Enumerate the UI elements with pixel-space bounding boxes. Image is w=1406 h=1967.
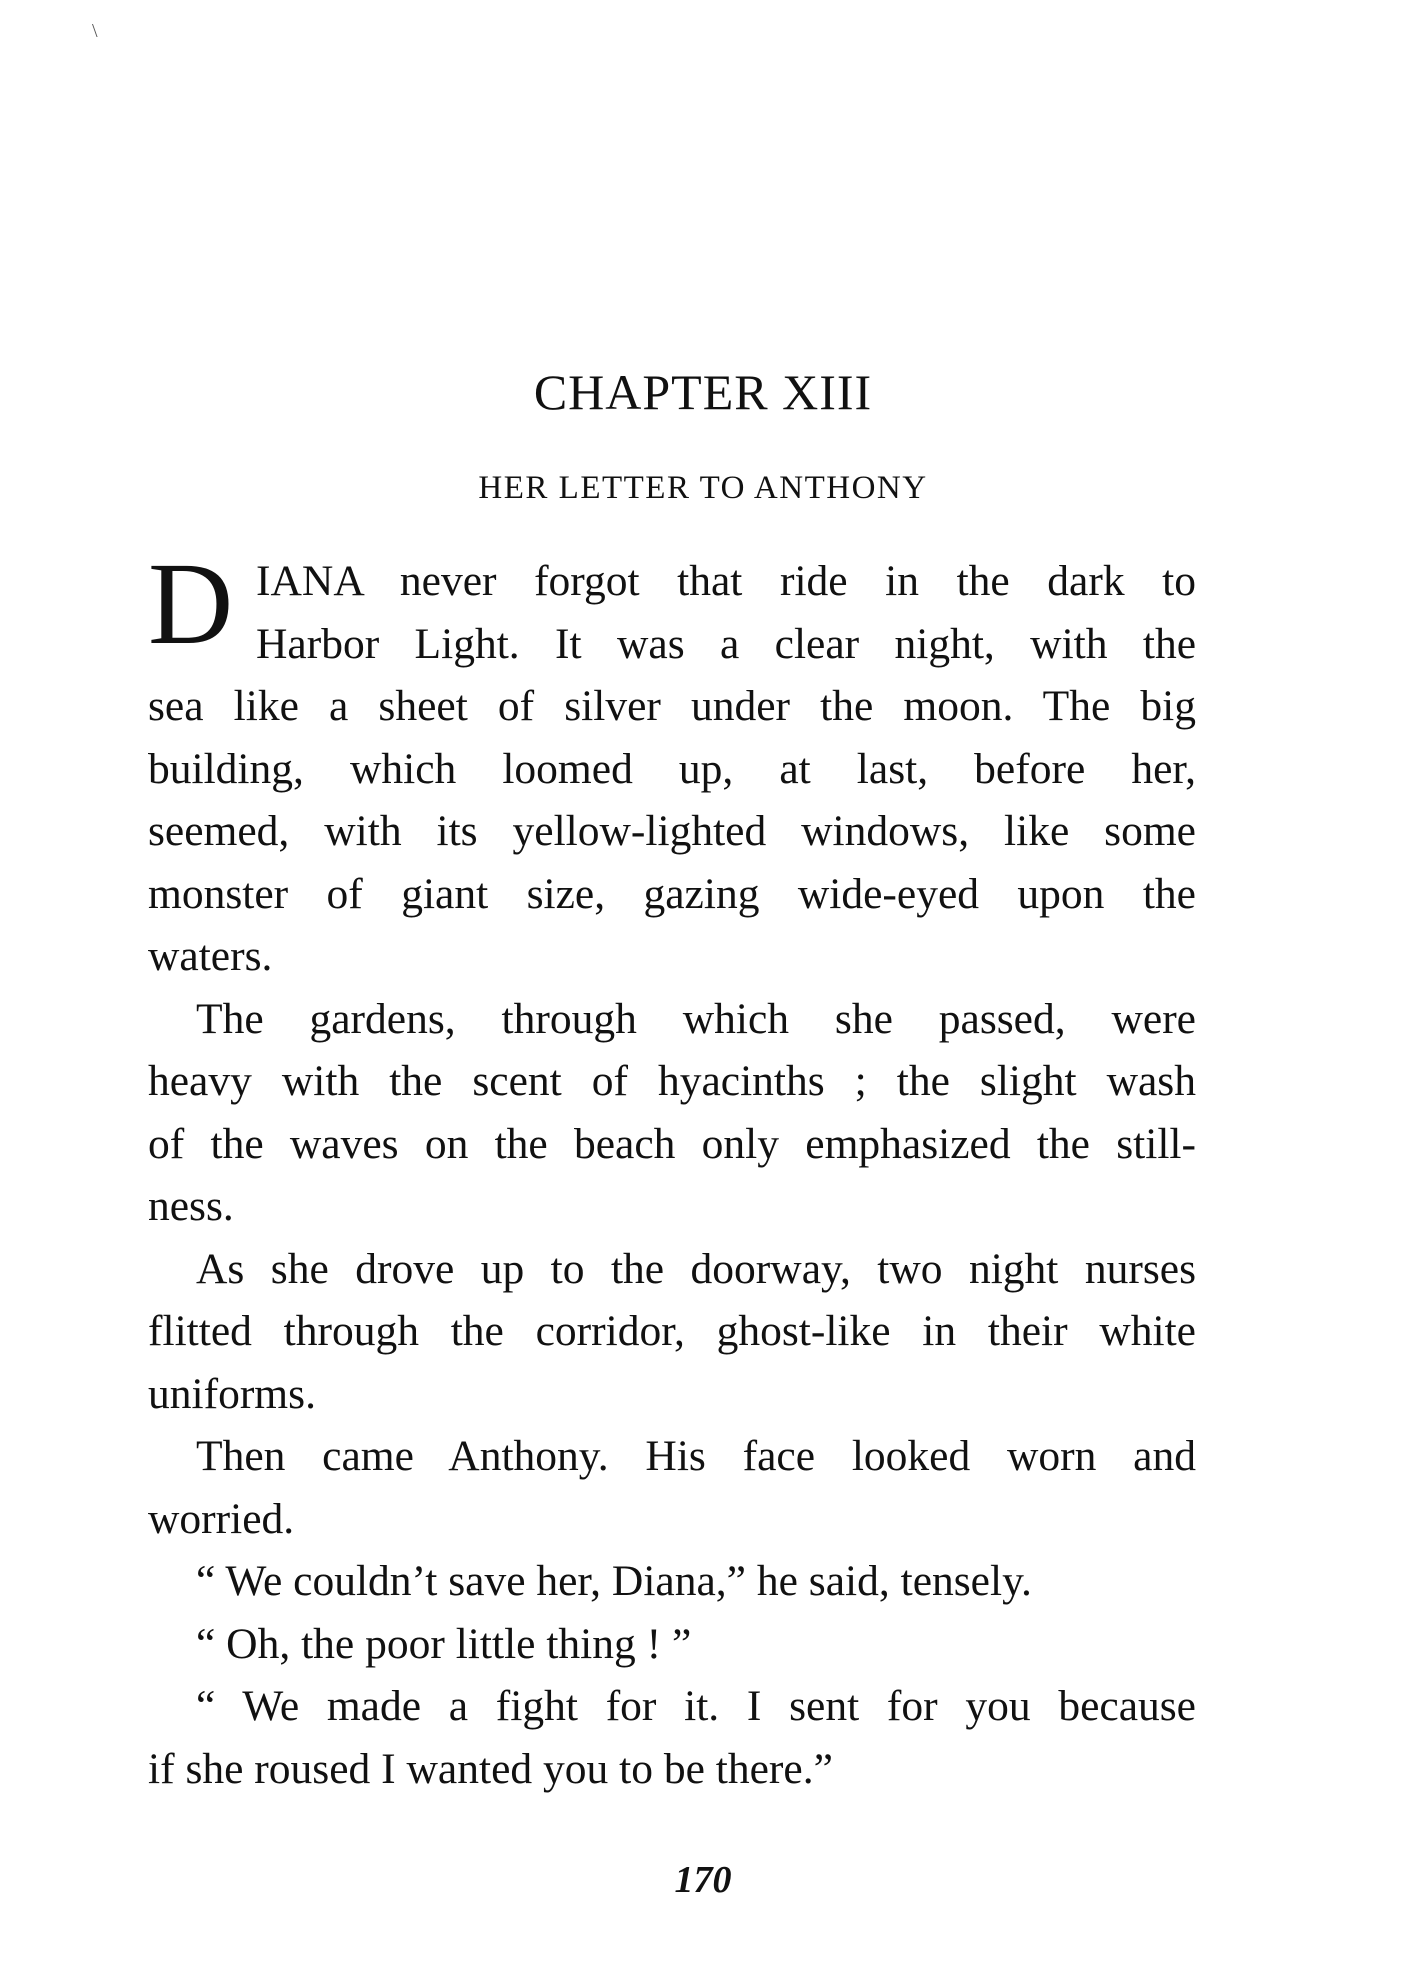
text-line: if she roused I wanted you to be there.” <box>148 1744 833 1793</box>
chapter-body <box>148 538 1196 1800</box>
page-number: 170 <box>674 1859 732 1901</box>
text-line: IANA never forgot that ride in the dark to <box>256 557 1196 605</box>
text-line: Harbor Light. It was a clear night, with the <box>256 619 1196 668</box>
scan-speck: \ <box>92 20 98 42</box>
text-line: As she drove up to the doorway, two night nurses <box>196 1244 1196 1293</box>
chapter-heading: CHAPTER XIII <box>533 364 873 420</box>
text-line: Then came Anthony. His face looked worn and <box>196 1432 1196 1480</box>
text-line: ness. <box>148 1182 234 1230</box>
text-line: “ We couldn’t save her, Diana,” he said, tensely. <box>196 1557 1032 1605</box>
text-line: of the waves on the beach only emphasized the still- <box>148 1119 1196 1168</box>
text-line: heavy with the scent of hyacinths ; the slight wash <box>148 1057 1196 1105</box>
text-line: sea like a sheet of silver under the moon. The big <box>148 682 1196 730</box>
text-line: seemed, with its yellow-lighted windows, like some <box>148 807 1196 855</box>
text-line: uniforms. <box>148 1369 316 1418</box>
text-line: flitted through the corridor, ghost-like in their white <box>148 1307 1196 1355</box>
chapter-title: HER LETTER TO ANTHONY <box>478 470 928 506</box>
text-line: “ Oh, the poor little thing ! ” <box>196 1619 692 1668</box>
text-line: “ We made a fight for it. I sent for you because <box>196 1682 1196 1730</box>
text-line: worried. <box>148 1494 295 1543</box>
text-line: waters. <box>148 932 273 980</box>
text-line: The gardens, through which she passed, were <box>196 994 1196 1043</box>
text-line: monster of giant size, gazing wide-eyed upon the <box>148 869 1196 918</box>
text-line: building, which loomed up, at last, before her, <box>148 744 1196 793</box>
drop-cap: D <box>148 538 234 669</box>
